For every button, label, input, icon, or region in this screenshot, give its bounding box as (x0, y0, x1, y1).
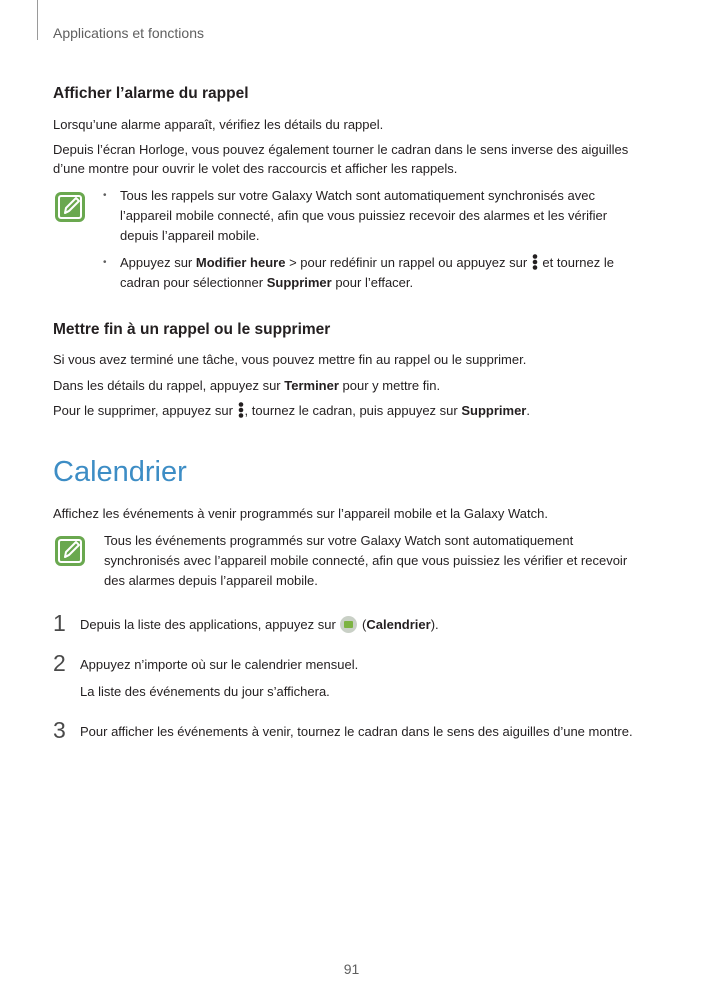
note-pencil-icon (54, 191, 86, 223)
page-number: 91 (343, 961, 360, 977)
finish-label: Terminer (284, 378, 339, 393)
end-reminder-para2: Dans les détails du rappel, appuyez sur Terminer pour y mettre fin. (53, 378, 441, 393)
end-reminder-para1: Si vous avez terminé une tâche, vous pouvez mettre fin au rappel ou le supprimer. (53, 352, 527, 367)
calendar-app-icon (340, 616, 357, 633)
note-bullet-text: > pour redéfinir un rappel ou appuyez sur (285, 255, 531, 270)
note-bullet-text: et tournez le cadran pour sélectionner (120, 255, 614, 290)
calendar-label: Calendrier (366, 617, 431, 632)
end-reminder-heading: Mettre fin à un rappel ou le supprimer (53, 321, 331, 338)
step-number-2: 2 (53, 650, 66, 676)
reminder-alarm-para2: Depuis l’écran Horloge, vous pouvez également tourner le cadran dans le sens inverse des aiguilles d’une montre pour ouvrir le volet des raccourcis et afficher les rappels. (53, 142, 629, 176)
modify-time-label: Modifier heure (195, 255, 286, 270)
reminder-note-list (103, 186, 638, 293)
step-number-3: 3 (53, 717, 66, 743)
note-pencil-icon (54, 535, 86, 567)
calendar-intro: Affichez les événements à venir programmés sur l’appareil mobile et la Galaxy Watch. (53, 506, 548, 521)
step-number-1: 1 (53, 610, 66, 636)
note-bullet-text: Appuyez sur (120, 255, 196, 270)
more-options-icon (532, 254, 538, 270)
note-bullet-text: Tous les rappels sur votre Galaxy Watch sont automatiquement synchronisés avec l’appareil mobile connecté, afin que vous puissiez recevoir des alarmes et les vérifier depuis l’appareil mobile. (120, 188, 608, 243)
reminder-alarm-heading: Afficher l’alarme du rappel (53, 85, 249, 102)
calendar-note: Tous les événements programmés sur votre Galaxy Watch sont automatiquement synchronisés avec l’appareil mobile connecté, afin que vous puissiez les vérifier et recevoir des alarmes depuis l’appareil mobile. (104, 533, 628, 588)
note-bullet-text: pour l’effacer. (331, 275, 414, 290)
list-item (103, 186, 638, 246)
calendar-section-title: Calendrier (53, 456, 187, 488)
step-3-text: Pour afficher les événements à venir, tournez le cadran dans le sens des aiguilles d’une montre. (80, 724, 633, 739)
bullet-icon: • (103, 190, 107, 201)
delete-label: Supprimer (461, 403, 527, 418)
reminder-alarm-para1: Lorsqu’une alarme apparaît, vérifiez les détails du rappel. (53, 117, 384, 132)
end-reminder-para3: Pour le supprimer, appuyez sur , tournez le cadran, puis appuyez sur Supprimer. (53, 403, 530, 418)
header-rule (37, 0, 38, 40)
step-2-line1: Appuyez n’importe où sur le calendrier mensuel. (80, 657, 359, 672)
bullet-icon: • (103, 257, 107, 268)
delete-label: Supprimer (266, 275, 332, 290)
step-1-text: Depuis la liste des applications, appuyez sur (Calendrier). (80, 617, 439, 632)
header-section-label: Applications et fonctions (53, 25, 204, 41)
more-options-icon (238, 402, 244, 418)
list-item (103, 253, 638, 293)
step-2-line2: La liste des événements du jour s’affichera. (80, 684, 330, 699)
